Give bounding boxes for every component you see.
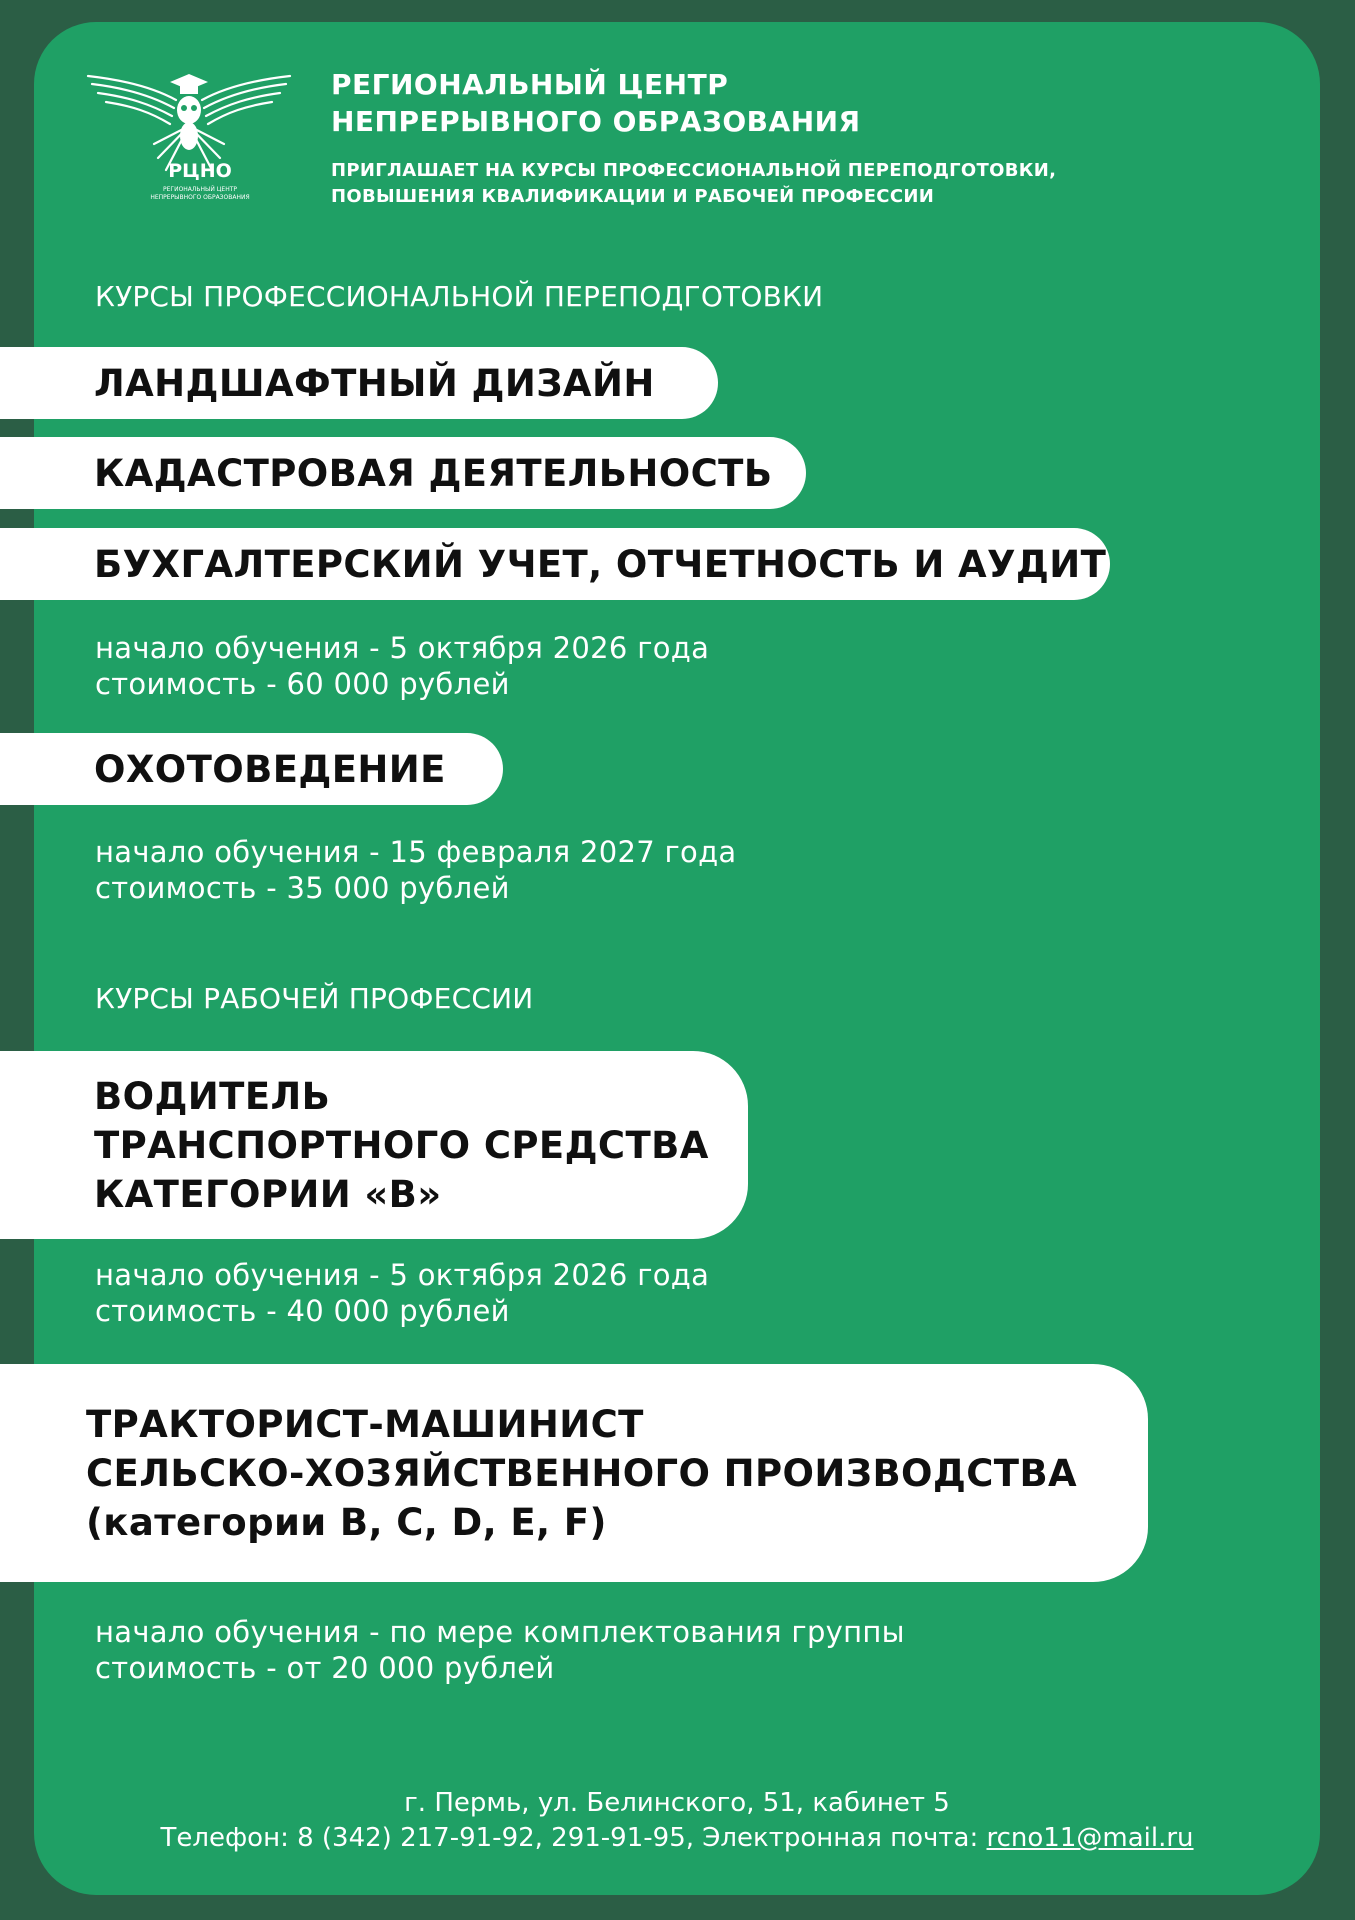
- contacts-text: Телефон: 8 (342) 217-91-92, 291-91-95, Электронная почта:: [160, 1823, 987, 1853]
- footer-address: г. Пермь, ул. Белинского, 51, кабинет 5: [404, 1788, 950, 1818]
- logo-caption-2: НЕПРЕРЫВНОГО ОБРАЗОВАНИЯ: [150, 194, 250, 201]
- logo-abbr: РЦНО: [168, 160, 232, 182]
- footer-contacts: [34, 1821, 1320, 1856]
- course-title: БУХГАЛТЕРСКИЙ УЧЕТ, ОТЧЕТНОСТЬ И АУДИТ: [94, 542, 1107, 586]
- hunting-info: [95, 834, 737, 906]
- course-landscape-design: [0, 347, 718, 419]
- org-title-line1: РЕГИОНАЛЬНЫЙ ЦЕНТР: [331, 68, 729, 101]
- price: стоимость - от 20 000 рублей: [95, 1651, 555, 1685]
- logo-caption-1: РЕГИОНАЛЬНЫЙ ЦЕНТР: [163, 186, 237, 193]
- start-date: начало обучения - 5 октября 2026 года: [95, 631, 710, 665]
- tractor-info: [95, 1614, 905, 1686]
- course-title: ЛАНДШАФТНЫЙ ДИЗАЙН: [94, 361, 655, 405]
- retraining-section-label: КУРСЫ ПРОФЕССИОНАЛЬНОЙ ПЕРЕПОДГОТОВКИ: [95, 280, 824, 313]
- course-title-line2: СЕЛЬСКО-ХОЗЯЙСТВЕННОГО ПРОИЗВОДСТВА: [86, 1451, 1078, 1495]
- course-title-line1: ВОДИТЕЛЬ: [94, 1074, 331, 1118]
- course-title-line3: КАТЕГОРИИ «В»: [94, 1172, 442, 1216]
- course-driver: [0, 1051, 748, 1239]
- worker-section-label: КУРСЫ РАБОЧЕЙ ПРОФЕССИИ: [95, 982, 534, 1015]
- org-subtitle-line2: ПОВЫШЕНИЯ КВАЛИФИКАЦИИ И РАБОЧЕЙ ПРОФЕССИИ: [331, 186, 935, 207]
- start-date: начало обучения - 5 октября 2026 года: [95, 1258, 710, 1292]
- org-subtitle: [331, 158, 1056, 210]
- course-title: КАДАСТРОВАЯ ДЕЯТЕЛЬНОСТЬ: [94, 451, 773, 495]
- rcno-logo-icon: [84, 66, 294, 206]
- course-tractor: [0, 1364, 1148, 1582]
- course-title: ОХОТОВЕДЕНИЕ: [94, 747, 446, 791]
- org-title-line2: НЕПРЕРЫВНОГО ОБРАЗОВАНИЯ: [331, 105, 861, 138]
- start-date: начало обучения - по мере комплектования группы: [95, 1615, 905, 1649]
- org-subtitle-line1: ПРИГЛАШАЕТ НА КУРСЫ ПРОФЕССИОНАЛЬНОЙ ПЕРЕПОДГОТОВКИ,: [331, 160, 1057, 181]
- course-accounting: [0, 528, 1110, 600]
- driver-info: [95, 1257, 709, 1329]
- start-date: начало обучения - 15 февраля 2027 года: [95, 835, 737, 869]
- course-title-line2: ТРАНСПОРТНОГО СРЕДСТВА: [94, 1123, 709, 1167]
- email-link[interactable]: rcno11@mail.ru: [986, 1823, 1194, 1853]
- price: стоимость - 40 000 рублей: [95, 1294, 510, 1328]
- price: стоимость - 35 000 рублей: [95, 871, 510, 905]
- course-title-line3: (категории В, С, D, E, F): [86, 1500, 607, 1544]
- group1-info: [95, 630, 709, 702]
- org-title: [331, 66, 861, 140]
- price: стоимость - 60 000 рублей: [95, 667, 510, 701]
- course-cadastral: [0, 437, 806, 509]
- course-hunting: [0, 733, 503, 805]
- course-title-line1: ТРАКТОРИСТ-МАШИНИСТ: [86, 1402, 644, 1446]
